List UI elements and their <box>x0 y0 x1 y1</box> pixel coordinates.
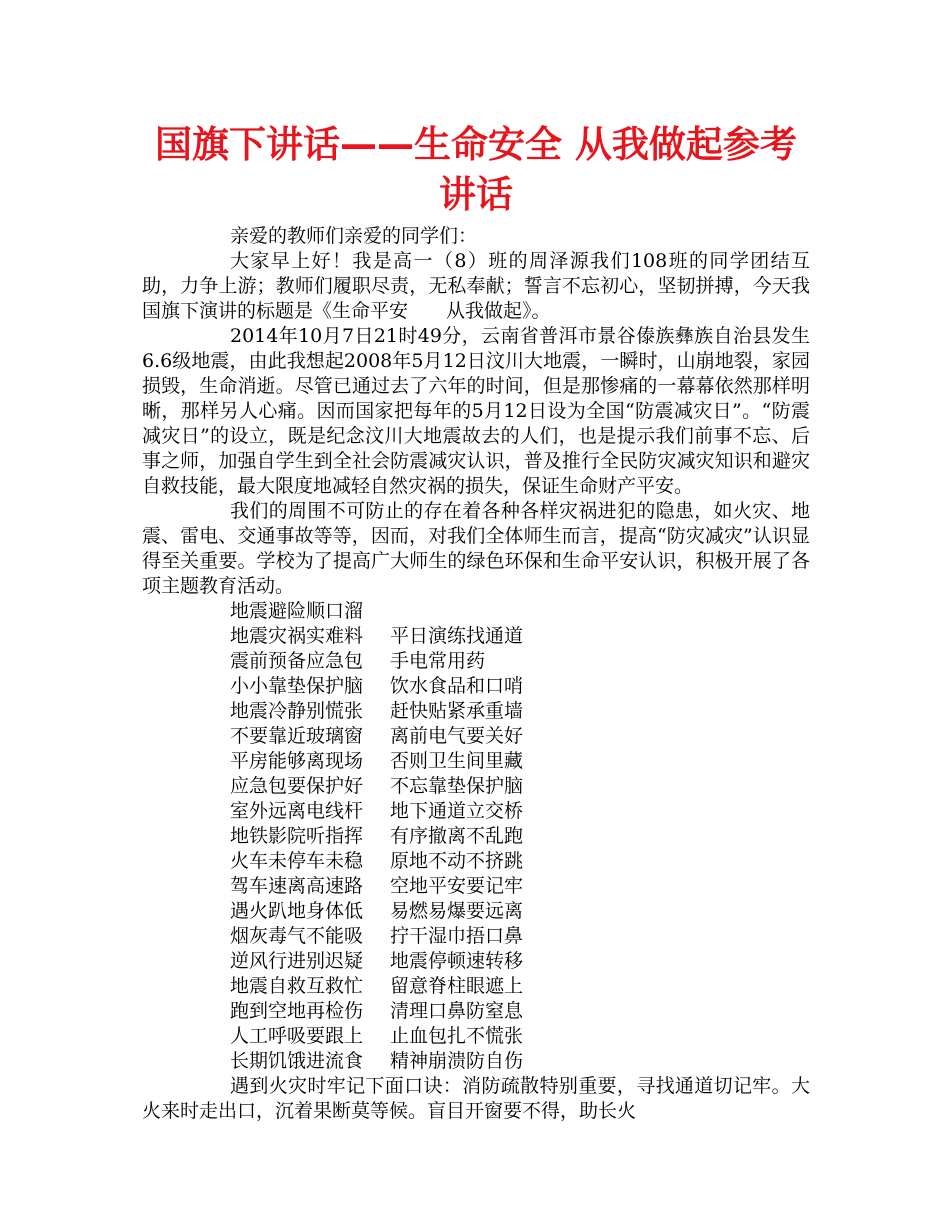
rhyme-line <box>230 624 810 649</box>
rhyme-line-second-half: 平日演练找通道 <box>390 625 524 647</box>
rhyme-line-first-half: 小小靠垫保护脑 <box>230 675 364 697</box>
rhyme-line-second-half: 精神崩溃防自伤 <box>390 1050 524 1072</box>
rhyme-line-second-half: 地震停顿速转移 <box>390 950 524 972</box>
rhyme-line <box>230 799 810 824</box>
rhyme-line-first-half: 人工呼吸要跟上 <box>230 1025 364 1047</box>
rhyme-line-first-half: 驾车速离高速路 <box>230 875 364 897</box>
rhyme-line-second-half: 留意脊柱眼遮上 <box>390 975 524 997</box>
rhyme-line <box>230 749 810 774</box>
rhyme-line-second-half: 有序撤离不乱跑 <box>390 825 524 847</box>
rhyme-line-first-half: 应急包要保护好 <box>230 775 364 797</box>
rhyme-line-second-half: 饮水食品和口哨 <box>390 675 524 697</box>
rhyme-line <box>230 824 810 849</box>
rhyme-line <box>230 974 810 999</box>
rhyme-line <box>230 724 810 749</box>
rhyme-line-second-half: 手电常用药 <box>390 650 486 672</box>
rhyme-line-second-half: 离前电气要关好 <box>390 725 524 747</box>
rhyme-line-first-half: 遇火趴地身体低 <box>230 900 364 922</box>
rhyme-title: 地震避险顺口溜 <box>230 600 364 622</box>
rhyme-line-second-half: 易燃易爆要远离 <box>390 900 524 922</box>
rhyme-line <box>230 1049 810 1074</box>
rhyme-line-second-half: 清理口鼻防窒息 <box>390 1000 524 1022</box>
rhyme-line <box>230 674 810 699</box>
rhyme-line-first-half: 不要靠近玻璃窗 <box>230 725 364 747</box>
rhyme-line-first-half: 烟灰毒气不能吸 <box>230 925 364 947</box>
rhyme-line-first-half: 地铁影院听指挥 <box>230 825 364 847</box>
paragraph-hazards: 我们的周围不可防止的存在着各种各样灾祸进犯的隐患，如火灾、地震、雷电、交通事故等等，因而，对我们全体师生而言，提高“防灾减灾”认识显得至关重要。学校为了提高广大师生的绿色环保和生命平安认识，积极开展了各项主题教育活动。 <box>142 500 810 597</box>
rhyme-line-first-half: 室外远离电线杆 <box>230 800 364 822</box>
rhyme-line-first-half: 震前预备应急包 <box>230 650 364 672</box>
rhyme-line <box>230 774 810 799</box>
rhyme-line <box>230 849 810 874</box>
rhyme-line-second-half: 不忘靠垫保护脑 <box>390 775 524 797</box>
document-page <box>142 120 810 1124</box>
paragraph-fire: 遇到火灾时牢记下面口诀：消防疏散特别重要，寻找通道切记牢。大火来时走出口，沉着果断莫等候。盲目开窗要不得，助长火 <box>142 1075 810 1122</box>
rhyme-line <box>230 924 810 949</box>
rhyme-line-second-half: 赶快贴紧承重墙 <box>390 700 524 722</box>
rhyme-line-first-half: 长期饥饿进流食 <box>230 1050 364 1072</box>
rhyme-line-first-half: 地震自救互救忙 <box>230 975 364 997</box>
paragraph-earthquake: 2014年10月7日21时49分，云南省普洱市景谷傣族彝族自治县发生6.6级地震，由此我想起2008年5月12日汶川大地震，一瞬时，山崩地裂，家园损毁，生命消逝。尽管已通过去了六年的时间，但是那惨痛的一幕幕依然那样明晰，那样另人心痛。因而国家把每年的5月12日设为全国“防震减灾日”。“防震减灾日”的设立，既是纪念汶川大地震故去的人们，也是提示我们前事不忘、后事之师，加强自学生到全社会防震减灾认识，普及推行全民防灾减灾知识和避灾自救技能，最大限度地减轻自然灾祸的损失，保证生命财产平安。 <box>142 325 810 497</box>
rhyme-line-second-half: 空地平安要记牢 <box>390 875 524 897</box>
rhyme-line-first-half: 平房能够离现场 <box>230 750 364 772</box>
document-title: 国旗下讲话——生命安全 从我做起参考讲话 <box>155 123 797 216</box>
rhyme-line-first-half: 火车未停车未稳 <box>230 850 364 872</box>
rhyme-line-second-half: 止血包扎不慌张 <box>390 1025 524 1047</box>
rhyme-line <box>230 649 810 674</box>
rhyme-lines <box>230 624 810 1074</box>
rhyme-line-first-half: 跑到空地再检伤 <box>230 1000 364 1022</box>
rhyme-line <box>230 949 810 974</box>
rhyme-line-first-half: 地震灾祸实难料 <box>230 625 364 647</box>
rhyme-line <box>230 999 810 1024</box>
rhyme-line-first-half: 地震冷静别慌张 <box>230 700 364 722</box>
rhyme-line-second-half: 否则卫生间里藏 <box>390 750 524 772</box>
rhyme-block <box>142 599 810 1074</box>
rhyme-line-second-half: 地下通道立交桥 <box>390 800 524 822</box>
rhyme-line-second-half: 拧干湿巾捂口鼻 <box>390 925 524 947</box>
rhyme-line <box>230 699 810 724</box>
rhyme-line <box>230 874 810 899</box>
rhyme-line-second-half: 原地不动不挤跳 <box>390 850 524 872</box>
rhyme-line-first-half: 逆风行进别迟疑 <box>230 950 364 972</box>
rhyme-line <box>230 899 810 924</box>
greeting: 亲爱的教师们亲爱的同学们： <box>230 225 478 247</box>
paragraph-intro: 大家早上好！我是高一（8）班的周泽源我们108班的同学团结互助，力争上游；教师们履职尽责，无私奉献；誓言不忘初心，坚韧拼搏，今天我国旗下演讲的标题是《生命平安 从我做起》。 <box>142 250 810 322</box>
rhyme-line <box>230 1024 810 1049</box>
